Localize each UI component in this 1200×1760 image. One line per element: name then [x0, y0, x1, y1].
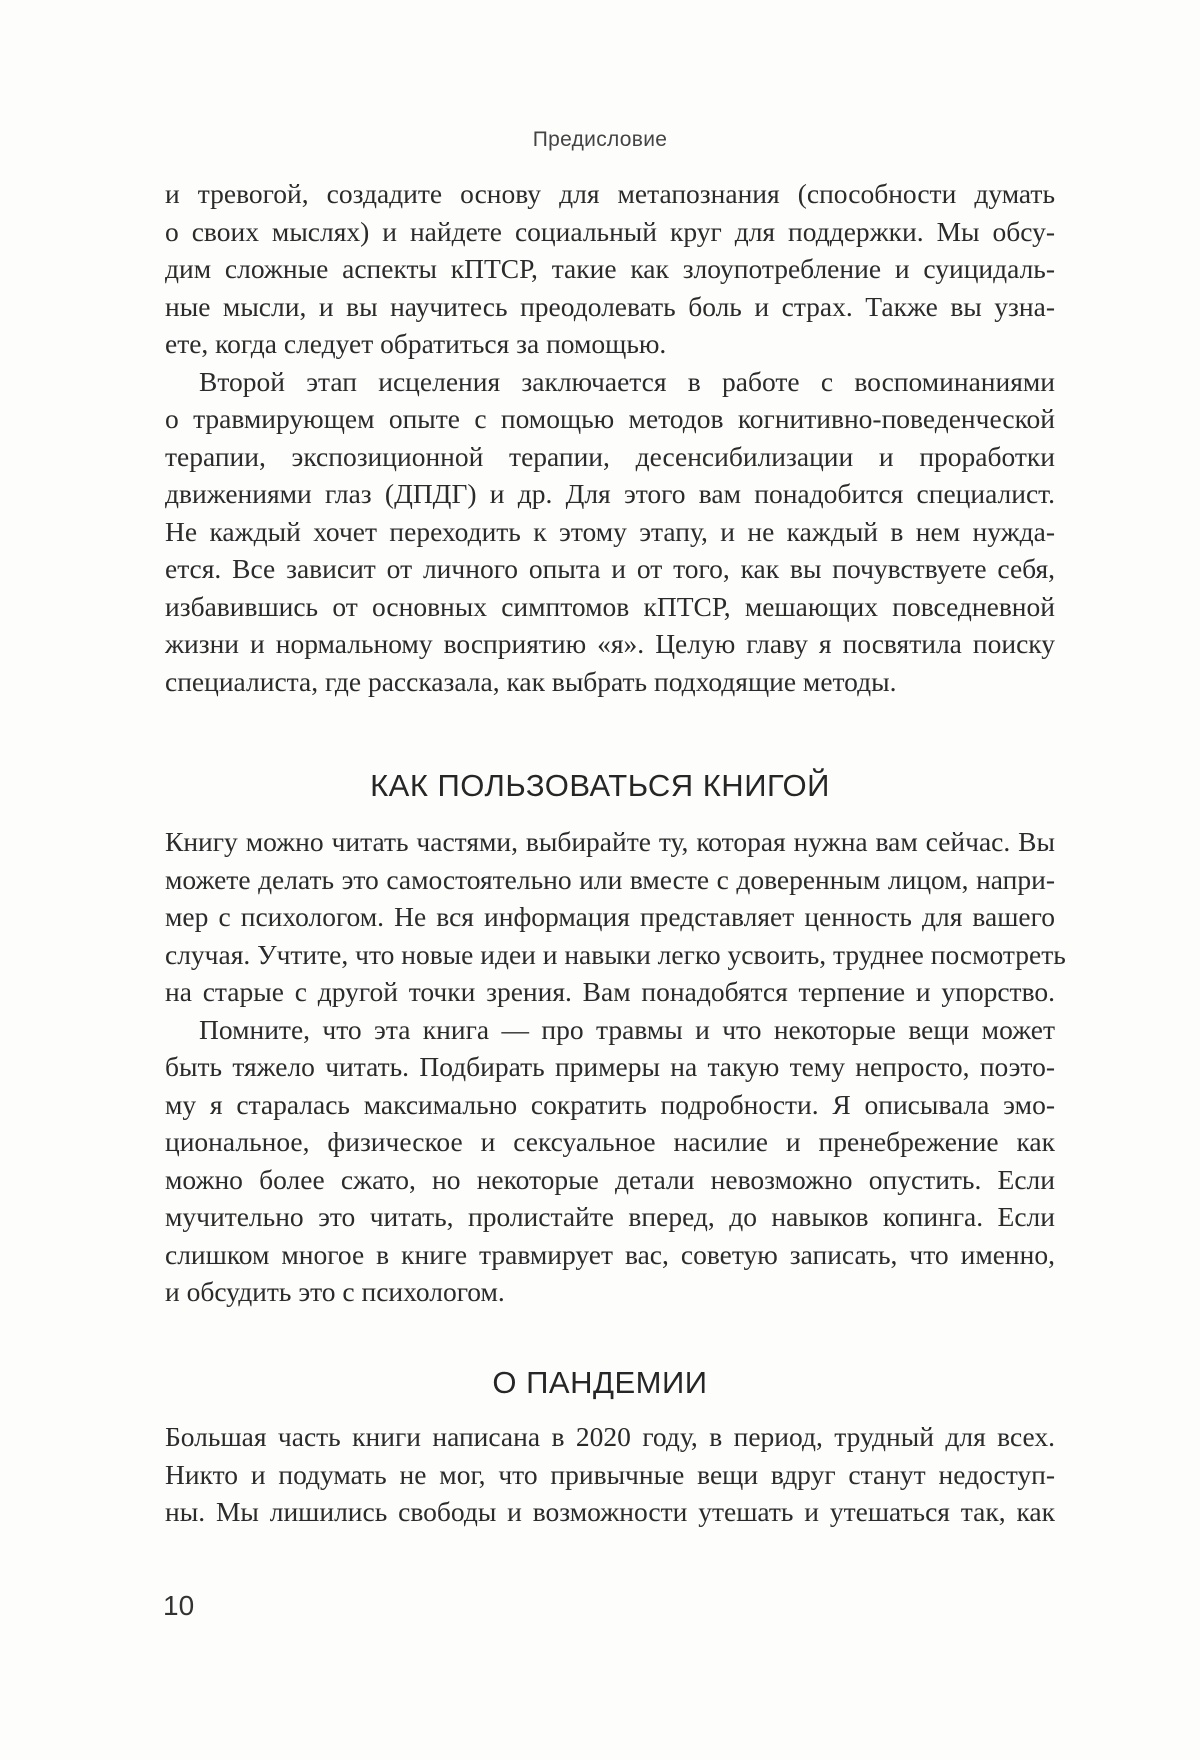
text-line: Никто и подумать не мог, что привычные вещи вдруг станут недоступ-: [165, 1458, 1055, 1490]
pandemic-text-block: [165, 1418, 1055, 1531]
text-line: слишком многое в книге травмирует вас, советую записать, что именно,: [165, 1238, 1055, 1270]
text-line: ете, когда следует обратиться за помощью.: [165, 328, 667, 359]
text-line: циональное, физическое и сексуальное насилие и пренебрежение как: [165, 1126, 1055, 1157]
text-line: Не каждый хочет переходить к этому этапу, и не каждый в нем нужда-: [165, 515, 1055, 547]
text-line: Второй этап исцеления заключается в работе с воспоминаниями: [199, 365, 1055, 397]
text-line: Большая часть книги написана в 2020 году, в период, трудный для всех.: [165, 1421, 1055, 1452]
text-line: жизни и нормальному восприятию «я». Целую главу я посвятила поиску: [165, 628, 1055, 659]
how-to-use-text-block: [165, 823, 1066, 1311]
text-line: терапии, экспозиционной терапии, десенсибилизации и проработки: [165, 440, 1055, 472]
text-line: на старые с другой точки зрения. Вам понадобятся терпение и упорство.: [165, 976, 1055, 1007]
text-line: ны. Мы лишились свободы и возможности утешать и утешаться так, как: [165, 1496, 1055, 1527]
section-heading-how-to-use: КАК ПОЛЬЗОВАТЬСЯ КНИГОЙ: [370, 768, 830, 803]
text-line: мер с психологом. Не вся информация представляет ценность для вашего: [165, 901, 1055, 932]
text-line: и тревогой, создадите основу для метапознания (способности думать: [165, 178, 1055, 209]
text-line: избавившись от основных симптомов кПТСР, мешающих повседневной: [165, 590, 1055, 622]
intro-text-block: [165, 175, 1055, 700]
text-line: можно более сжато, но некоторые детали невозможно опустить. Если: [165, 1163, 1055, 1195]
running-head: Предисловие: [532, 128, 668, 151]
text-line: быть тяжело читать. Подбирать примеры на такую тему непросто, поэто-: [165, 1051, 1055, 1082]
text-line: специалиста, где рассказала, как выбрать подходящие методы.: [165, 665, 897, 697]
text-line: можете делать это самостоятельно или вместе с доверенным лицом, напри-: [165, 863, 1055, 895]
page-number: 10: [163, 1590, 195, 1621]
section-heading-pandemic: О ПАНДЕМИИ: [492, 1365, 708, 1400]
text-line: ется. Все зависит от личного опыта и от того, как вы почувствуете себя,: [165, 553, 1055, 584]
text-line: движениями глаз (ДПДГ) и др. Для этого вам понадобится специалист.: [165, 478, 1055, 509]
text-line: Книгу можно читать частями, выбирайте ту, которая нужна вам сейчас. Вы: [165, 826, 1055, 857]
text-line: о своих мыслях) и найдете социальный круг для поддержки. Мы обсу-: [165, 215, 1055, 247]
text-line: о травмирующем опыте с помощью методов когнитивно-поведенческой: [165, 403, 1055, 434]
text-line: дим сложные аспекты кПТСР, такие как злоупотребление и суицидаль-: [165, 253, 1055, 284]
text-line: мучительно это читать, пролистайте вперед, до навыков копинга. Если: [165, 1201, 1055, 1232]
text-line: ные мысли, и вы научитесь преодолевать боль и страх. Также вы узна-: [165, 290, 1055, 322]
text-line: и обсудить это с психологом.: [165, 1276, 505, 1307]
text-line: случая. Учтите, что новые идеи и навыки легко усвоить, труднее посмотреть: [165, 938, 1066, 970]
text-line: Помните, что эта книга — про травмы и что некоторые вещи может: [199, 1013, 1055, 1045]
text-line: му я старалась максимально сократить подробности. Я описывала эмо-: [165, 1088, 1055, 1120]
